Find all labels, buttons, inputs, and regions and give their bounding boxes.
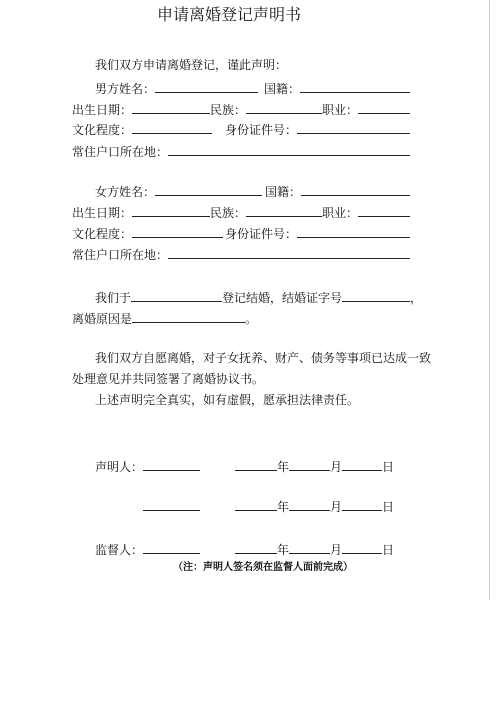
year-label: 年 xyxy=(277,500,290,514)
spacer xyxy=(200,499,235,511)
month-blank xyxy=(289,498,330,511)
female-nationality-label: 国籍： xyxy=(265,185,302,199)
divorce-reason-label: 离婚原因是 xyxy=(72,312,133,326)
year-blank xyxy=(235,458,277,471)
female-id-label: 身份证件号： xyxy=(225,227,298,241)
marriage-row xyxy=(95,289,422,305)
male-education-row xyxy=(72,121,410,137)
male-nationality-label: 国籍： xyxy=(264,82,301,96)
statement-line-2: 处理意见并共同签署了离婚协议书。 xyxy=(72,372,265,386)
month-label: 月 xyxy=(330,500,343,514)
document-title: 申请离婚登记声明书 xyxy=(156,5,301,24)
male-education-label: 文化程度： xyxy=(72,123,133,137)
female-birth-label: 出生日期： xyxy=(72,206,133,220)
female-birth-row xyxy=(72,204,410,220)
female-residence-row xyxy=(72,246,410,262)
male-birth-row xyxy=(72,101,410,117)
male-ethnicity-blank xyxy=(246,101,322,114)
spacer xyxy=(212,122,225,134)
statement-line-1: 我们双方自愿离婚，对子女抚养、财产、债务等事项已达成一致 xyxy=(95,351,432,365)
female-occupation-blank xyxy=(358,204,410,217)
male-name-row xyxy=(95,80,410,96)
male-nationality-blank xyxy=(300,80,410,93)
supervisor-signature-blank xyxy=(143,541,200,554)
statement-line-3: 上述声明完全真实，如有虚假，愿承担法律责任。 xyxy=(95,393,360,407)
day-label: 日 xyxy=(382,460,395,474)
male-name-blank xyxy=(155,80,258,93)
male-name-label: 男方姓名： xyxy=(95,82,156,96)
signature-note: （注：声明人签名须在监督人面前完成） xyxy=(173,562,353,573)
page-edge-line xyxy=(489,0,490,600)
month-label: 月 xyxy=(330,460,343,474)
male-occupation-label: 职业： xyxy=(322,103,359,117)
divorce-reason-row xyxy=(72,310,257,326)
month-blank xyxy=(289,541,330,554)
female-occupation-label: 职业： xyxy=(322,206,359,220)
male-residence-label: 常住户口所在地： xyxy=(72,145,169,159)
certificate-number-blank xyxy=(342,289,410,302)
female-residence-blank xyxy=(168,246,410,259)
male-education-blank xyxy=(132,121,212,134)
female-name-blank xyxy=(155,183,262,196)
male-residence-row xyxy=(72,143,410,159)
marriage-prefix: 我们于 xyxy=(95,291,132,305)
marriage-middle: 登记结婚，结婚证字号 xyxy=(222,291,343,305)
day-label: 日 xyxy=(382,500,395,514)
female-nationality-blank xyxy=(301,183,410,196)
male-birth-blank xyxy=(132,101,210,114)
female-ethnicity-label: 民族： xyxy=(210,206,247,220)
declarant-signature-blank xyxy=(143,458,200,471)
female-ethnicity-blank xyxy=(246,204,322,217)
divorce-reason-suffix: 。 xyxy=(245,312,258,326)
female-education-label: 文化程度： xyxy=(72,227,133,241)
spacer xyxy=(200,542,235,554)
male-birth-label: 出生日期： xyxy=(72,103,133,117)
female-id-blank xyxy=(297,225,410,238)
supervisor-label: 监督人： xyxy=(95,543,144,557)
day-blank xyxy=(342,541,382,554)
intro-line: 我们双方申请离婚登记，谨此声明： xyxy=(95,58,288,72)
declarant-signature-row-1 xyxy=(95,458,394,474)
day-blank xyxy=(342,498,382,511)
spacer xyxy=(200,459,235,471)
divorce-reason-blank xyxy=(132,310,245,323)
female-education-row xyxy=(72,225,410,241)
female-name-label: 女方姓名： xyxy=(95,185,156,199)
female-name-row xyxy=(95,183,410,199)
year-label: 年 xyxy=(277,460,290,474)
declarant-label: 声明人： xyxy=(95,460,144,474)
year-blank xyxy=(235,541,277,554)
marriage-date-blank xyxy=(131,289,222,302)
declarant-signature-blank xyxy=(143,498,200,511)
female-birth-blank xyxy=(132,204,210,217)
female-education-blank xyxy=(132,225,223,238)
female-residence-label: 常住户口所在地： xyxy=(72,248,169,262)
supervisor-signature-row xyxy=(95,541,394,557)
month-blank xyxy=(289,458,330,471)
male-ethnicity-label: 民族： xyxy=(210,103,247,117)
year-blank xyxy=(235,498,277,511)
male-residence-blank xyxy=(168,143,410,156)
marriage-suffix: ， xyxy=(410,291,423,305)
male-id-label: 身份证件号： xyxy=(225,123,298,137)
male-occupation-blank xyxy=(358,101,410,114)
day-label: 日 xyxy=(382,543,395,557)
year-label: 年 xyxy=(277,543,290,557)
declarant-signature-row-2 xyxy=(143,498,394,514)
male-id-blank xyxy=(297,121,410,134)
day-blank xyxy=(342,458,382,471)
month-label: 月 xyxy=(330,543,343,557)
